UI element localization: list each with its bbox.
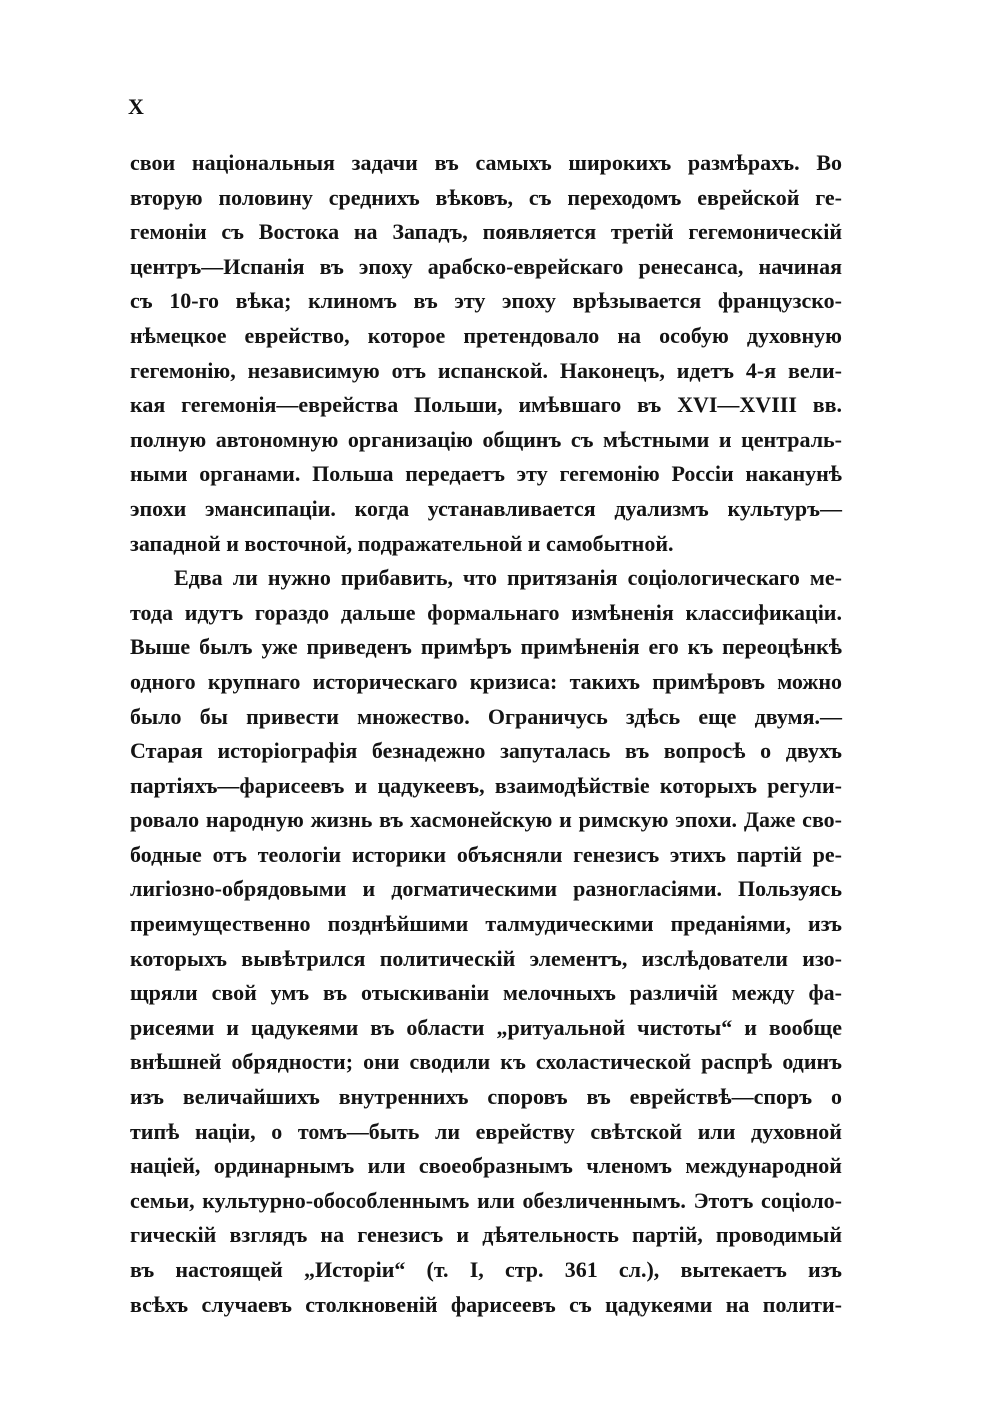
text-line: рисеями и цадукеями въ области „ритуальной чистоты“ и вообще [130,1014,842,1040]
text-line: Едва ли нужно прибавить, что притязанія соціологическаго ме- [174,565,842,591]
text-line: ными органами. Польша передаетъ эту гегемонію Россіи наканунѣ [130,461,842,487]
text-line: партіяхъ—фарисеевъ и цадукеевъ, взаимодѣйствіе которыхъ регули- [130,772,842,798]
text-line: тода идутъ гораздо дальше формальнаго измѣненія классификаціи. [130,599,842,625]
text-line: центръ—Испанія въ эпоху арабско-еврейскаго ренесанса, начиная [130,253,842,279]
text-line: щряли свой умъ въ отыскиваніи мелочныхъ различій между фа- [130,980,842,1006]
text-line: изъ величайшихъ внутреннихъ споровъ въ еврействѣ—споръ о [130,1084,842,1110]
text-line: бодные отъ теологіи историки объясняли генезисъ этихъ партій ре- [130,841,842,867]
text-line: гегемонію, независимую отъ испанской. Наконецъ, идетъ 4-я вели- [130,357,842,383]
text-line: полную автономную организацію общинъ съ мѣстными и централь- [130,426,842,452]
text-line: вторую половину среднихъ вѣковъ, съ переходомъ еврейской ге- [130,184,842,210]
text-line: эпохи эмансипаціи. когда устанавливается дуализмъ культуръ— [130,495,842,521]
text-line: гическій взглядъ на генезисъ и дѣятельность партій, проводимый [130,1222,842,1248]
text-line: всѣхъ случаевъ столкновеній фарисеевъ съ цадукеями на полити- [130,1291,842,1317]
text-line: семьи, культурно-обособленнымъ или обезличеннымъ. Этотъ соціоло- [130,1187,842,1213]
text-line: гемоніи съ Востока на Западъ, появляется третій гегемоническій [130,219,842,245]
text-line: было бы привести множество. Ограничусь здѣсь еще двумя.— [130,703,842,729]
text-line: націей, ординарнымъ или своеобразнымъ членомъ международной [130,1153,842,1179]
text-line: лигіозно-обрядовыми и догматическими разногласіями. Пользуясь [130,876,842,902]
text-line: которыхъ вывѣтрился политическій элементъ, изслѣдователи изо- [130,945,842,971]
page-number: X [128,94,144,119]
text-line: нѣмецкое еврейство, которое претендовало на особую духовную [130,322,842,348]
text-line: ровало народную жизнь въ хасмонейскую и римскую эпохи. Даже сво- [130,807,842,833]
text-line: западной и восточной, подражательной и самобытной. [130,530,674,556]
text-line: преимущественно позднѣйшими талмудическими преданіями, изъ [130,911,842,937]
paragraph-1 [130,146,842,561]
text-line: Выше былъ уже приведенъ примѣръ примѣненія его къ переоцѣнкѣ [130,634,842,660]
text-line: внѣшней обрядности; они сводили къ схоластической распрѣ одинъ [130,1049,842,1075]
paragraph-2 [130,561,842,1322]
text-line: кая гегемонія—еврейства Польши, имѣвшаго въ XVI—XVIII вв. [130,392,842,418]
text-line: съ 10-го вѣка; клиномъ въ эту эпоху врѣзывается французско- [130,288,842,314]
text-line: типѣ націи, о томъ—быть ли еврейству свѣтской или духовной [130,1118,842,1144]
text-line: одного крупнаго историческаго кризиса: такихъ примѣровъ можно [130,668,842,694]
text-line: въ настоящей „Исторіи“ (т. I, стр. 361 сл.), вытекаетъ изъ [130,1257,842,1282]
body-text [130,146,842,1322]
text-line: свои національныя задачи въ самыхъ широкихъ размѣрахъ. Во [130,150,842,175]
text-line: Старая исторіографія безнадежно запуталась въ вопросѣ о двухъ [130,738,842,764]
